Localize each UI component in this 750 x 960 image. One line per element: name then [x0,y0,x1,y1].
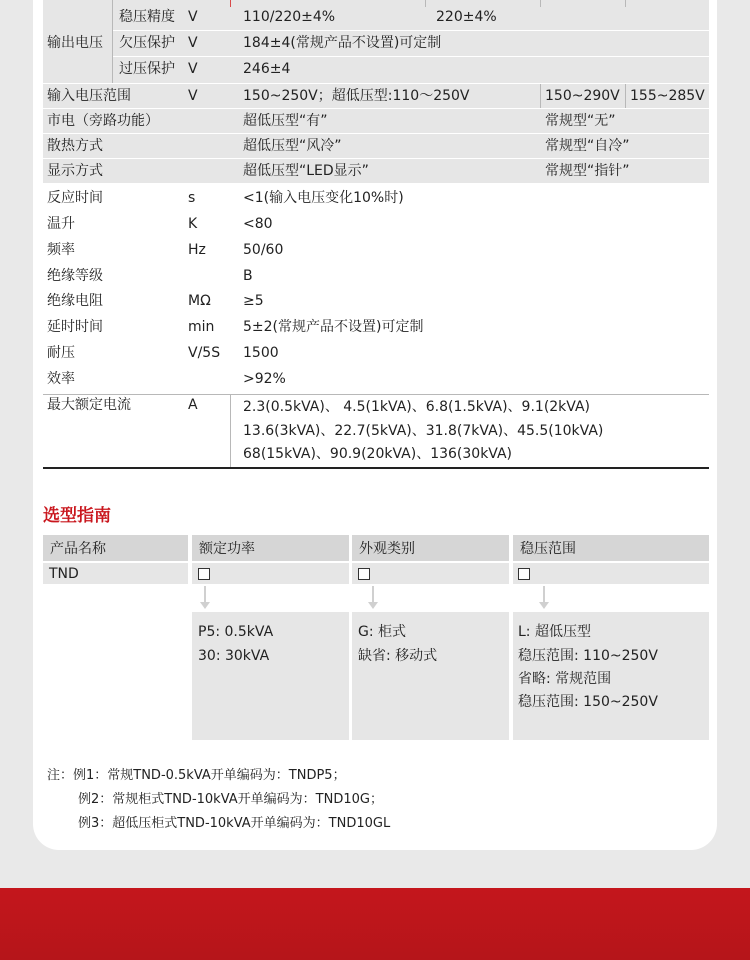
guide-header-appearance: 外观类别 [352,535,509,561]
value2-regulation-accuracy: 220±4% [436,9,497,25]
value-max-current-line-1: 2.3(0.5kVA)、 4.5(1kVA)、6.8(1.5kVA)、9.1(2kVA) [243,399,591,415]
param-input-range: 输入电压范围 [47,88,131,104]
range-option-default: 省略: 常规范围 [518,671,612,687]
power-option-p5: P5: 0.5kVA [198,624,274,640]
unit-max-current: A [188,397,198,413]
table-bottom-rule [43,467,709,469]
appearance-code-box [358,568,370,580]
param-efficiency: 效率 [47,371,75,387]
param-max-current: 最大额定电流 [47,397,131,413]
red-divider [230,0,231,7]
note-example-3: 例3：超低压柜式TND-10kVA开单编码为：TND10GL [78,816,391,831]
param-temp-rise: 温升 [47,216,75,232]
value-max-current-line-3: 68(15kVA)、90.9(20kVA)、136(30kVA) [243,446,513,462]
value-temp-rise: <80 [243,216,273,232]
value-efficiency: >92% [243,371,286,387]
unit-input-range: V [188,88,198,104]
appearance-option-g: G: 柜式 [358,624,407,640]
param-withstand-voltage: 耐压 [47,345,75,361]
product-code-tnd: TND [49,566,79,582]
value-max-current-line-2: 13.6(3kVA)、22.7(5kVA)、31.8(7kVA)、45.5(10kVA) [243,423,604,439]
value-insulation-class: B [243,268,253,284]
param-cooling: 散热方式 [47,138,103,154]
unit-insulation-resistance: MΩ [188,293,211,309]
guide-header-product-name: 产品名称 [43,535,188,561]
value-response-time: <1(输入电压变化10%时) [243,190,404,206]
unit-undervoltage: V [188,35,198,51]
guide-header-voltage-range: 稳压范围 [513,535,709,561]
value2-cooling: 常规型“自冷” [545,138,630,154]
param-insulation-resistance: 绝缘电阻 [47,293,103,309]
range-code-box [518,568,530,580]
param-insulation-class: 绝缘等级 [47,268,103,284]
value-delay-time: 5±2(常规产品不设置)可定制 [243,319,424,335]
unit-frequency: Hz [188,242,206,258]
value-display: 超低压型“LED显示” [243,163,369,179]
code-cell-appearance [352,563,509,584]
value2-input-range: 150~290V [545,88,620,104]
value-insulation-resistance: ≥5 [243,293,264,309]
param-display: 显示方式 [47,163,103,179]
note-example-1: 注：例1：常规TND-0.5kVA开单编码为：TNDP5； [47,768,346,783]
note-example-2: 例2：常规柜式TND-10kVA开单编码为：TND10G； [78,792,383,807]
param-regulation-accuracy: 稳压精度 [119,9,175,25]
value-input-range: 150~250V；超低压型:110～250V [243,88,470,104]
power-code-box [198,568,210,580]
unit-response-time: s [188,190,196,206]
range-option-l-range: 稳压范围: 110~250V [518,648,658,664]
footer-red-band [0,888,750,960]
selection-guide-title: 选型指南 [43,506,111,526]
value-cooling: 超低压型“风冷” [243,138,342,154]
value2-display: 常规型“指针” [545,163,630,179]
unit-regulation-accuracy: V [188,9,198,25]
param-frequency: 频率 [47,242,75,258]
param-response-time: 反应时间 [47,190,103,206]
guide-header-rated-power: 额定功率 [192,535,349,561]
code-cell-power [192,563,349,584]
param-overvoltage: 过压保护 [119,61,175,77]
power-option-30: 30: 30kVA [198,648,270,664]
output-voltage-label: 输出电压 [47,35,103,51]
unit-temp-rise: K [188,216,198,232]
range-option-default-range: 稳压范围: 150~250V [518,694,658,710]
param-delay-time: 延时时间 [47,319,103,335]
param-undervoltage: 欠压保护 [119,35,175,51]
value-undervoltage: 184±4(常规产品不设置)可定制 [243,35,442,51]
unit-overvoltage: V [188,61,198,77]
value-regulation-accuracy: 110/220±4% [243,9,336,25]
range-option-l: L: 超低压型 [518,624,591,640]
value-bypass: 超低压型“有” [243,113,328,129]
value3-input-range: 155~285V [630,88,705,104]
code-cell-range [513,563,709,584]
value-frequency: 50/60 [243,242,284,258]
appearance-option-default: 缺省: 移动式 [358,648,438,664]
unit-withstand-voltage: V/5S [188,345,221,361]
value-overvoltage: 246±4 [243,61,291,77]
value-withstand-voltage: 1500 [243,345,279,361]
unit-delay-time: min [188,319,215,335]
param-bypass: 市电（旁路功能） [47,113,159,129]
value2-bypass: 常规型“无” [545,113,616,129]
